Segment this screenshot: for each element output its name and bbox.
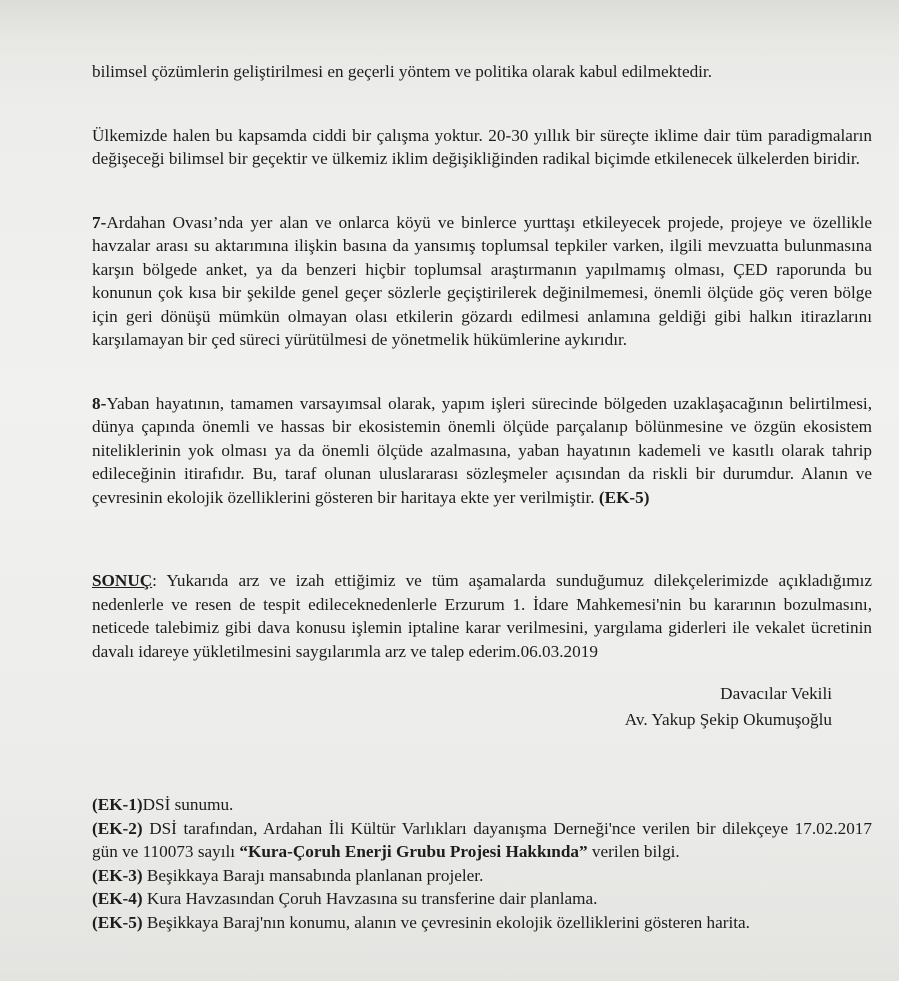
attachment-text: Beşikkaya Barajı mansabında planlanan projeler. bbox=[142, 865, 484, 885]
attachment-bold-title: “Kura-Çoruh Enerji Grubu Projesi Hakkında” bbox=[239, 842, 588, 861]
signature-name: Av. Yakup Şekip Okumuşoğlu bbox=[624, 709, 832, 729]
paragraph-result bbox=[92, 569, 872, 663]
signature-title: Davacılar Vekili bbox=[720, 684, 832, 703]
paper-fold bbox=[0, 0, 899, 60]
attachment-item bbox=[92, 793, 872, 817]
attachment-text: Kura Havzasından Çoruh Havzasına su transferine dair planlama. bbox=[142, 889, 598, 908]
attachment-item bbox=[92, 887, 872, 911]
attachment-code: (EK-1) bbox=[92, 795, 143, 814]
paragraph-country: Ülkemizde halen bu kapsamda ciddi bir çalışma yoktur. 20-30 yıllık bir süreçte iklime dair tüm paradigmaların değişeceği bilimsel bir geçektir ve ülkemiz iklim değişikliğinden radikal biçimde etkilenecek ülkelerden biridir. bbox=[92, 125, 872, 168]
signature-block bbox=[92, 682, 872, 731]
item-8-number: 8- bbox=[92, 393, 107, 413]
paragraph-item-8 bbox=[92, 392, 872, 510]
attachment-item bbox=[92, 911, 872, 935]
item-8-ref: (EK-5) bbox=[598, 487, 650, 507]
document-body bbox=[92, 60, 872, 934]
result-text: : Yukarıda arz ve izah ettiğimiz ve tüm aşamalarda sunduğumuz dilekçelerimizde açıkladığımız nedenlerle ve resen de tespit edileceknedenlerle Erzurum 1. İdare Mahkemesi'nin bu kararının bozulmasını, neticede talebimiz gibi dava konusu işlemin iptaline karar verilmesini, yargılama giderleri ile vekalet ücretinin davalı idareye yükletilmesini saygılarımla arz ve talep ederim.06.03.2019 bbox=[92, 571, 872, 661]
attachment-code: (EK-3) bbox=[92, 865, 143, 885]
paragraph-item-7 bbox=[92, 211, 872, 352]
attachment-text: DSİ tarafından, Ardahan İli Kültür Varlıkları dayanışma Derneği'nce verilen bir dilekçeye 17.02.2017 gün ve 110073 sayılı bbox=[92, 818, 872, 861]
attachment-code: (EK-5) bbox=[92, 912, 143, 932]
attachment-item bbox=[92, 864, 872, 888]
attachment-item bbox=[92, 817, 872, 864]
attachment-text: DSİ sunumu. bbox=[142, 795, 234, 814]
attachment-code: (EK-2) bbox=[92, 818, 143, 838]
item-8-text: Yaban hayatının, tamamen varsayımsal olarak, yapım işleri sürecinde bölgeden uzaklaşacağının belirtilmesi, dünya çapında önemli ve hassas bir ekosistemin önemli ölçüde parçalanıp bölünmesine ve özgün ekosistem niteliklerinin yok olması ya da önemli ölçüde azalmasına, yaban hayatının kademeli ve kasıtlı olarak tahrip edileceğinin itirafıdır. Bu, taraf olunan uluslararası sözleşmeler açısından da riskli bir durumdur. Alanın ve çevresinin ekolojik özelliklerini gösteren bir haritaya ekte yer verilmiştir. bbox=[92, 393, 872, 507]
attachment-text-after: verilen bilgi. bbox=[587, 842, 680, 861]
attachment-code: (EK-4) bbox=[92, 889, 143, 908]
attachment-list bbox=[92, 793, 872, 934]
attachment-text: Beşikkaya Baraj'nın konumu, alanın ve çevresinin ekolojik özelliklerini gösteren harita. bbox=[142, 912, 750, 932]
intro-line: bilimsel çözümlerin geliştirilmesi en geçerli yöntem ve politika olarak kabul edilmektedir. bbox=[92, 62, 713, 81]
item-7-number: 7- bbox=[92, 212, 107, 232]
result-label: SONUÇ bbox=[92, 571, 153, 590]
item-7-text: Ardahan Ovası’nda yer alan ve onlarca köyü ve binlerce yurttaşı etkileyecek projede, projeye ve özellikle havzalar arası su aktarımına ilişkin basına da yansımış toplumsal tepkiler varken, ilgili mevzuatta bulunmasına karşın bölgede anket, ya da benzeri hiçbir toplumsal araştırmanın yapılmamış olması, ÇED raporunda bu konunun çok kısa bir şekilde genel geçer sözlerle geçiştirilerek değinilmemesi, önemli ölçüde göç veren bölge için geri dönüşü mümkün olmayan olası etkilerin gözardı edilmesi anlamına geldiği gibi halkın itirazlarını karşılamayan bir çed süreci yürütülmesi de yönetmelik hükümlerine aykırıdır. bbox=[92, 212, 872, 349]
